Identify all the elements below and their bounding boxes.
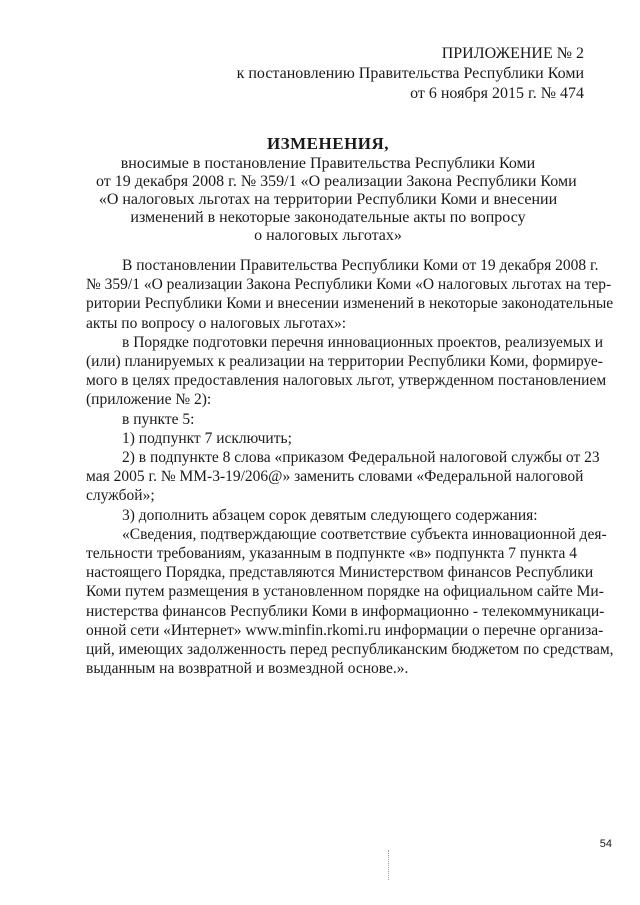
text-line: мая 2005 г. № ММ-3-19/206@» заменить словами «Федеральной налоговой [86,468,584,486]
title-block [96,134,577,245]
paragraph-intro [86,256,614,333]
document-body [86,256,614,678]
text-line: 3) дополнить абзацем сорок девятым следующего содержания: [122,506,538,524]
scan-fold-mark [388,850,389,880]
attachment-number: ПРИЛОЖЕНИЕ № 2 [441,45,584,62]
paragraph-quote [86,525,614,679]
paragraph-point-5 [86,410,608,429]
subtitle-line: изменений в некоторые законодательные акты по вопросу [130,209,526,226]
attachment-header [164,44,584,104]
paragraph-procedure [86,333,608,410]
text-line: Коми путем размещения в установленном порядке на официальном сайте Ми- [86,583,604,601]
text-line: выданным на возвратной и возмездной основе.». [86,660,409,678]
text-line: (приложение № 2): [86,391,212,409]
subtitle-line: от 19 декабря 2008 г. № 359/1 «О реализации Закона Республики Коми [96,173,577,190]
paragraph-subpoint-2 [86,448,608,506]
paragraph-subpoint-1 [86,429,608,448]
text-line: ций, имеющих задолженность перед республиканским бюджетом по средствам, [86,641,614,659]
text-line: онной сети «Интернет» www.minfin.rkomi.ru информации о перечне организа- [86,621,604,639]
text-line: «Сведения, подтверждающие соответствие субъекта инновационной дея- [122,525,607,543]
document-subtitle [96,155,577,245]
text-line: № 359/1 «О реализации Закона Республики Коми «О налоговых льготах на тер- [86,276,612,294]
paragraph-subpoint-3 [86,506,608,525]
text-line: в Порядке подготовки перечня инновационных проектов, реализуемых и [122,333,604,351]
text-line: 1) подпункт 7 исключить; [122,429,292,447]
text-line: тельности требованиям, указанным в подпункте «в» подпункта 7 пункта 4 [86,545,578,563]
text-line: мого в целях предоставления налоговых льгот, утвержденном постановлением [86,372,607,390]
text-line: службой»; [86,487,155,505]
text-line: настоящего Порядка, представляются Министерством финансов Республики [86,564,594,582]
text-line: в пункте 5: [122,410,195,428]
page-number: 54 [599,838,612,850]
text-line: ритории Республики Коми и внесении изменений в некоторые законодательные [86,295,614,313]
text-line: В постановлении Правительства Республики Коми от 19 декабря 2008 г. [122,257,599,274]
attachment-date: от 6 ноября 2015 г. № 474 [410,85,584,102]
document-heading: ИЗМЕНЕНИЯ, [266,134,390,153]
text-line: (или) планируемых к реализации на территории Республики Коми, формируе- [86,353,603,371]
text-line: нистерства финансов Республики Коми в информационно - телекоммуникаци- [86,602,605,620]
text-line: акты по вопросу о налоговых льготах»: [86,314,347,332]
subtitle-line: о налоговых льготах» [254,227,402,244]
attachment-reference: к постановлению Правительства Республики Коми [236,65,584,82]
text-line: 2) в подпункте 8 слова «приказом Федеральной налоговой службы от 23 [122,449,600,467]
subtitle-line: «О налоговых льготах на территории Республики Коми и внесении [98,191,558,208]
subtitle-line: вносимые в постановление Правительства Республики Коми [120,155,536,172]
